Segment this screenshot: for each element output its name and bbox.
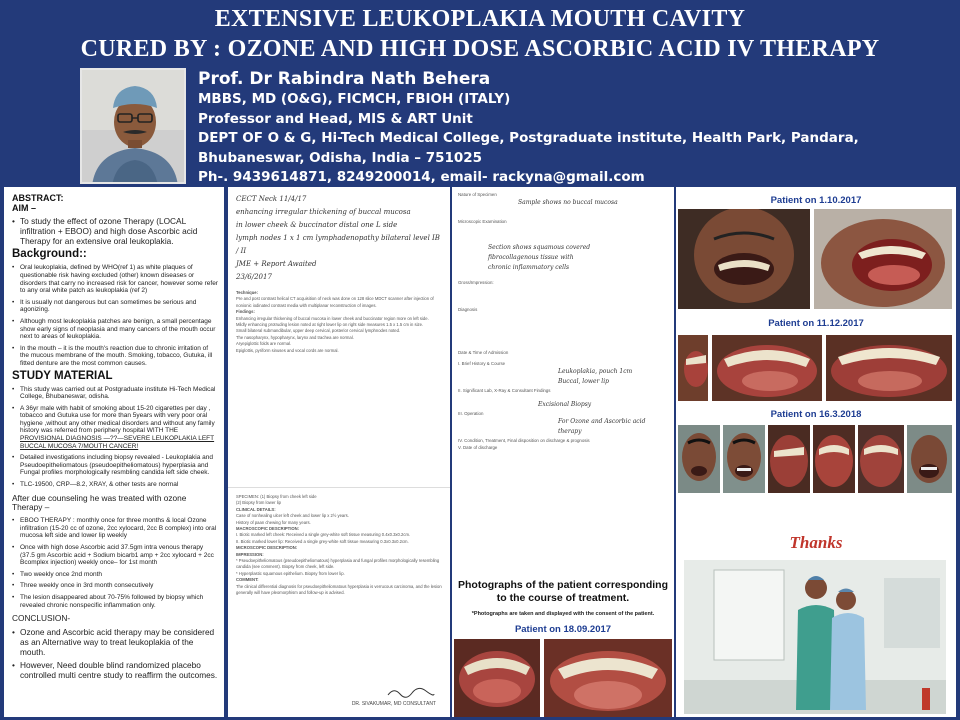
hp-line: IMPRESSION:: [236, 551, 264, 557]
hand-line: For Ozone and Ascorbic acid therapy: [558, 418, 646, 435]
patient-photo: [678, 335, 708, 401]
hp-line: I. Biotic marked left cheek: Received a single grey-white soft tissue measuring 0.4x0.3x0.2cm.: [236, 532, 411, 538]
background-list: [12, 264, 218, 367]
background-item: • In the mouth – it is the mouth's reaction due to chronic irritation of the mucous membrane of the mouth. Smoking, tobacco, Gutuka, ill fitted denture are the most common causes.: [12, 345, 218, 368]
histopathology-report: [228, 487, 450, 717]
patient-photo: [813, 425, 855, 493]
hand-line: Buccal, lower lip: [558, 378, 609, 385]
progress-label: Patient on 1.10.2017: [770, 195, 862, 206]
patient-photo: [678, 209, 810, 309]
discharge-panel: [452, 187, 674, 717]
author-name: Prof. Dr Rabindra Nath Behera: [198, 69, 491, 89]
patient-photo: [678, 425, 720, 493]
form-line: III. Operation: [458, 411, 484, 416]
background-item: • It is usually not dangerous but can sometimes be serious and agonizing.: [12, 299, 218, 314]
report-line: Mildly enhancing protruding lesion noted at right lower lip on right side measures 1.5 x 1.5 cm in size.: [236, 322, 424, 328]
report-line: Small bilateral submandibular, upper deep cervical, posterior cervical lymphnodes noted.: [236, 328, 401, 334]
patient-photo: [907, 425, 952, 493]
hp-line: * Pseudoepitheliomatous (pseudoepitheliomatous) hyperplasia and fungal profiles morphologically resembling candida (see comment). Biopsy from cheek, left side.: [236, 558, 440, 570]
note-date: 23/6/2017: [236, 273, 272, 281]
background-item: • Although most leukoplakia patches are benign, a small percentage show early signs of neoplasia and many cancers of the mouth occur next to areas of leukoplakia.: [12, 318, 218, 341]
author-degrees: MBBS, MD (O&G), FICMCH, FBIOH (ITALY): [198, 91, 511, 107]
patient-photo: [858, 425, 904, 493]
patient-date-label: Patient on 18.09.2017: [514, 624, 612, 635]
after-text: After due counseling he was treated with ozone Therapy –: [12, 492, 187, 513]
photos-caption: Photographs of the patient corresponding to the course of treatment.: [458, 579, 668, 604]
aim-heading: AIM –: [12, 203, 37, 213]
ct-report-document: [228, 187, 450, 517]
ct-report-text: [228, 290, 450, 354]
aim-list: [12, 217, 218, 246]
form-line: Gross/Impression:: [458, 280, 494, 285]
report-line: Pre and post contrast helical CT acquisition of neck was done on 128 slice MDCT scanner after injection of nonionic iodinated contrast media with multiplanar reconstruction of images.: [236, 296, 434, 308]
conclusion-item: • Ozone and Ascorbic acid therapy may be considered as an Alternative way to treat leukoplakia of the mouth.: [12, 628, 218, 657]
hp-line: (2) Biopsy from lower lip: [236, 500, 281, 506]
hand-line: Excisional Biopsy: [538, 401, 592, 408]
form-line: I. Brief History & Course: [458, 361, 506, 366]
treatment-item: • Two weekly once 2nd month: [12, 571, 218, 579]
aim-item: • To study the effect of ozone Therapy (LOCAL infiltration + EBOO) and high dose Ascorbic acid Therapy for an extensive oral leukoplakia.: [12, 217, 218, 246]
author-block: [198, 68, 859, 188]
hand-line: chronic inflammatory cells: [488, 264, 570, 271]
hp-line: MACROSCOPIC DESCRIPTION:: [236, 526, 300, 532]
study-item: [12, 405, 218, 451]
note-line: lymph nodes 1 x 1 cm lymphadenopathy bilateral level IB / II: [236, 234, 440, 255]
treatment-item: • Once with high dose Ascorbic acid 37.5gm intra venous therapy (37.5 gm Ascorbic acid + Sodium bicarb1 amp + 2cc xylocard + 2cc Bcomplex injection) weekly once– for 1st month: [12, 544, 218, 567]
note-line: enhancing irregular thickening of buccal mucosa: [236, 208, 411, 216]
hand-line: Leukoplakia, pouch 1cm: [558, 368, 633, 375]
background-heading: Background::: [12, 248, 87, 261]
hp-line: II. Biotic marked lower lip: Received a single grey-white soft tissue measuring 0.3x0.3x0.2cm.: [236, 538, 409, 544]
abstract-panel: [4, 187, 224, 717]
study-item: • Detailed investigations including biopsy revealed - Leukoplakia and Pseudoepitheliomatous (pseudoepitheliomatous) hyperplasia and Fungal profiles morphologically resmbling candida left side cheek.: [12, 454, 218, 477]
background-item: • Oral leukoplakia, defined by WHO(ref 1) as white plaques of questionable risk having excluded (other) known diseases or disorders that carry no increased risk for cancer, however some refer to any oral white patch as leukoplakia (ref 2): [12, 264, 218, 294]
poster-title: [0, 4, 960, 64]
note-line: in lower cheek & buccinator distal one L side: [236, 221, 398, 229]
author-dept: DEPT OF O & G, Hi-Tech Medical College, Postgraduate institute, Health Park, Pandara,: [198, 130, 859, 146]
treatment-item: • The lesion disappeared about 70-75% followed by biopsy which revealed chronic nonspecific inflammation only.: [12, 594, 218, 609]
signature-name: DR. SIVAKUMAR, MD CONSULTANT: [351, 701, 436, 707]
treatment-item: • EBOO THERAPY : monthly once for three months & local Ozone infiltration (15-20 cc of ozone, 2cc xylocard, 2cc B complex) into oral mucosa left side and lower lip weekly: [12, 517, 218, 540]
hp-line: CLINICAL DETAILS:: [236, 506, 276, 512]
doctor-patient-photo: [684, 560, 946, 714]
patient-photo: [723, 425, 765, 493]
note-line: CECT Neck 11/4/17: [236, 195, 307, 203]
title-line-1: EXTENSIVE LEUKOPLAKIA MOUTH CAVITY: [214, 6, 746, 32]
treatment-item: • Three weekly once in 3rd month consecutively: [12, 582, 218, 590]
form-line: Date & Time of Admission: [458, 350, 509, 355]
conclusion-list: [12, 628, 218, 681]
hand-line: Sample shows no buccal mucosa: [518, 199, 618, 206]
form-line: II. Significant Lab, X-Ray & Consultant Findings: [458, 388, 551, 393]
handwritten-note: [228, 187, 450, 290]
author-photo: [80, 68, 186, 184]
hp-line: Case of nonhealing ulcer left cheek and lower lip x 2½ years.: [236, 513, 349, 519]
thanks-text: Thanks: [789, 533, 843, 552]
signature: [352, 685, 436, 707]
form-line: Microscopic Examination: [458, 219, 507, 224]
form-line: V. Date of discharge: [458, 445, 498, 450]
report-line: Enhancing irregular thickening of buccal mucosa in lower cheek and buccinator region more on left side.: [236, 315, 429, 321]
scanned-documents-panel: [228, 187, 450, 717]
hp-line: The clinical differential diagnosis for pseudoepitheliomatous hyperplasia is verrucous carcinoma, and the lesion generally will have pleomorphism and follow-up is advised.: [236, 583, 442, 596]
progress-label: Patient on 11.12.2017: [768, 318, 864, 329]
patient-photo: [814, 209, 952, 309]
report-line: Epiglottis, pyriform sinuses and vocal cords are normal.: [236, 347, 339, 353]
progress-photos-panel: [676, 187, 956, 717]
form-line: Nature of Specimen: [458, 192, 497, 197]
patient-photo: [712, 335, 822, 401]
hand-line: fibrocollagenous tissue with: [488, 254, 574, 261]
patient-photo: [544, 639, 672, 717]
hand-line: Section shows squamous covered: [488, 244, 591, 251]
patient-photo: [454, 639, 540, 717]
conclusion-item: • However, Need double blind randomized placebo controlled multi centre study to reaffirm the outcomes.: [12, 661, 218, 681]
report-line: Findings:: [236, 309, 255, 315]
treatment-list: [12, 517, 218, 609]
signature-mark: [386, 685, 436, 699]
hp-line: COMMENT:: [236, 577, 259, 583]
discharge-form: [452, 187, 674, 455]
author-contact: Ph-. 9439614871, 8249200014, email- rackyna@gmail.com: [198, 169, 645, 185]
report-line: The nasopharynx, hypopharynx, larynx and trachea are normal.: [236, 334, 354, 340]
hp-line: History of paan chewing for many years.: [236, 519, 311, 525]
report-line: Technique:: [236, 290, 259, 295]
study-list: [12, 386, 218, 489]
patient-photo: [826, 335, 952, 401]
author-position: Professor and Head, MIS & ART Unit: [198, 110, 473, 127]
report-line: Aryepiglottic folds are normal.: [236, 341, 292, 347]
study-item-text: A 36yr male with habit of smoking about 15-20 cigarettes per day , tobacco and Gutuka use for more than 5years with very poor oral hygiene ,without any other medical disorders and without any family history was referred from periphery hospital WITH THE: [20, 404, 215, 435]
hp-line: MICROSCOPIC DESCRIPTION:: [236, 545, 298, 551]
consent-note: *Photographs are taken and displayed with the consent of the patient.: [471, 611, 655, 617]
patient-photo: [768, 425, 810, 493]
hp-line: SPECIMEN: (1) Biopsy from cheek left side: [236, 494, 317, 499]
form-line: Diagnosis: [458, 307, 478, 312]
abstract-heading: ABSTRACT:: [12, 193, 64, 203]
study-item: • TLC-19500, CRP—8.2, XRAY, & other tests are normal: [12, 481, 218, 489]
author-address: Bhubaneswar, Odisha, India – 751025: [198, 149, 483, 166]
conclusion-heading: CONCLUSION-: [12, 613, 71, 624]
study-item: • This study was carried out at Postgraduate institute Hi-Tech Medical College, Bhubaneswar, odisha.: [12, 386, 218, 401]
form-line: IV. Condition, Treatment, Final disposition on discharge & prognosis: [458, 438, 590, 443]
hp-line: * Hyperplastic squamous epithelium. Biopsy from lower lip.: [236, 570, 345, 576]
provisional-diagnosis: PROVISIONAL DIAGNOSIS —??—SEVERE LEUKOPLAKIA LEFT BUCCAL MUCOSA 7/MOUTH CANCER!: [20, 435, 215, 450]
histopathology-text: [228, 488, 450, 597]
study-heading: STUDY MATERIAL: [12, 369, 113, 382]
title-line-2: CURED BY : OZONE AND HIGH DOSE ASCORBIC ACID IV THERAPY: [80, 36, 880, 62]
note-line: JME + Report Awaited: [236, 260, 317, 268]
progress-label: Patient on 16.3.2018: [770, 409, 862, 420]
